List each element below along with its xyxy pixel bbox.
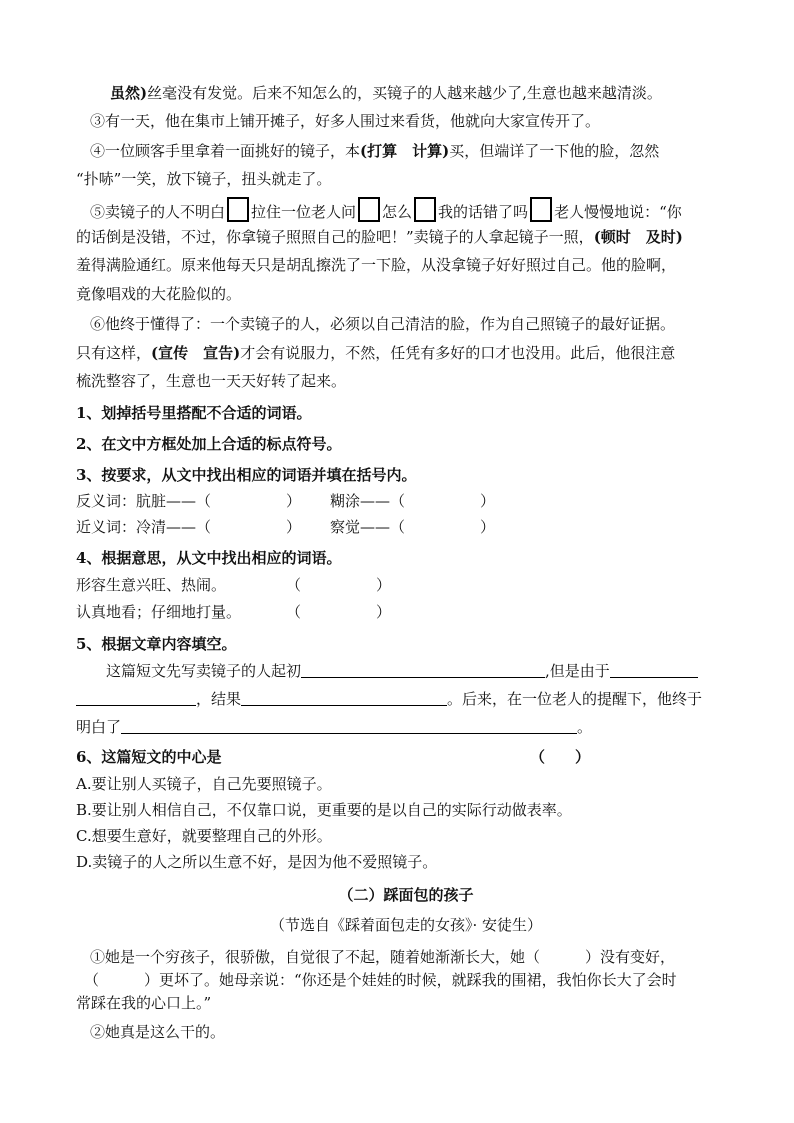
q4-answer-1[interactable]: （ ） (286, 576, 392, 594)
passage-text: 买，但端详了一下他的脸，忽然 (449, 142, 660, 160)
q6-text: 6、这篇短文的中心是 (76, 748, 222, 766)
q5-blank-3[interactable] (241, 689, 447, 706)
q5-blank-2[interactable] (610, 661, 698, 678)
question-1: 1、划掉括号里搭配不合适的词语。 (76, 404, 312, 422)
word-choice-2[interactable]: (顿时 及时) (593, 228, 683, 246)
q3-synonym-2[interactable]: 察觉——（ ） (330, 518, 496, 536)
q3-antonym-1[interactable]: 反义词：肮脏——（ ） (76, 492, 302, 510)
question-4: 4、根据意思，从文中找出相应的词语。 (76, 549, 342, 567)
passage-text: 拉住一位老人问 (251, 203, 357, 221)
q4-row-1 (76, 574, 736, 596)
q3-synonym-row (76, 516, 736, 538)
passage-text: ⑤卖镜子的人不明白 (90, 203, 226, 221)
passage-2-title: （二）踩面包的孩子 (338, 886, 474, 904)
passage-text: ④一位顾客手里拿着一面挑好的镜子，本 (90, 142, 361, 160)
passage-text: 才会有说服力，不然，任凭有多好的口才也没用。此后，他很注意 (240, 344, 676, 362)
q3-antonym-row (76, 490, 736, 512)
q5-text: 明白了 (76, 718, 122, 736)
q3-antonym-2[interactable]: 糊涂——（ ） (330, 492, 496, 510)
q5-blank-4[interactable] (121, 717, 577, 734)
punctuation-box-4[interactable] (530, 197, 552, 222)
passage-line (110, 82, 770, 104)
q4-answer-2[interactable]: （ ） (286, 603, 392, 621)
paragraph-4-cont: “扑哧”一笑，放下镜子，扭头就走了。 (76, 170, 332, 188)
q5-text: ，结果 (196, 690, 242, 708)
paragraph-6: ⑥他终于懂得了：一个卖镜子的人，必须以自己清洁的脸，作为自己照镜子的最好证据。 (90, 315, 676, 333)
q5-text: ,但是由于 (545, 662, 610, 680)
question-5: 5、根据文章内容填空。 (76, 635, 237, 653)
paragraph-4 (90, 140, 750, 162)
passage-2-paragraph-2: ②她真是这么干的。 (90, 1023, 226, 1041)
paragraph-5 (90, 197, 750, 223)
q6-answer-paren[interactable]: （ ） (530, 748, 591, 766)
punctuation-box-2[interactable] (358, 197, 380, 222)
question-3: 3、按要求，从文中找出相应的词语并填在括号内。 (76, 466, 417, 484)
punctuation-box-1[interactable] (227, 197, 249, 222)
bold-word: 虽然) (110, 84, 148, 102)
passage-text: 的话倒是没错，不过，你拿镜子照照自己的脸吧！”卖镜子的人拿起镜子一照， (76, 228, 594, 246)
paragraph-5-cont: 羞得满脸通红。原来他每天只是胡乱擦洗了一下脸，从没拿镜子好好照过自己。他的脸啊， (76, 256, 677, 274)
paragraph-5-cont: 竟像唱戏的大花脸似的。 (76, 285, 242, 303)
q5-line-2 (76, 688, 736, 710)
q5-text: 这篇短文先写卖镜子的人起初 (106, 662, 302, 680)
q5-text: 。后来，在一位老人的提醒下，他终于 (447, 690, 703, 708)
q5-blank-1[interactable] (301, 661, 545, 678)
q5-line-1 (106, 660, 766, 682)
q5-line-3 (76, 716, 736, 738)
q6-option-b[interactable]: B.要让别人相信自己，不仅靠口说，更重要的是以自己的实际行动做表率。 (76, 801, 572, 819)
q3-synonym-1[interactable]: 近义词：冷清——（ ） (76, 518, 302, 536)
question-6 (76, 746, 736, 768)
paragraph-6-cont (76, 342, 736, 364)
q4-definition-1: 形容生意兴旺、热闹。 (76, 576, 227, 594)
passage-text: 老人慢慢地说：“你 (554, 203, 682, 221)
paragraph-6-cont: 梳洗整容了，生意也一天天好转了起来。 (76, 372, 347, 390)
passage-text: 我的话错了吗 (438, 203, 529, 221)
q6-option-a[interactable]: A.要让别人买镜子，自己先要照镜子。 (76, 775, 332, 793)
passage-text: 只有这样， (76, 344, 152, 362)
word-choice-1[interactable]: (打算 计算) (360, 142, 450, 160)
paragraph-5-cont (76, 226, 736, 248)
passage-2-paragraph-1: ①她是一个穷孩子，很骄傲，自觉很了不起，随着她渐渐长大，她（ ）没有变好， (90, 948, 676, 966)
q4-definition-2: 认真地看；仔细地打量。 (76, 603, 242, 621)
q5-text: 。 (577, 718, 593, 736)
passage-text: 怎么 (382, 203, 413, 221)
q6-option-c[interactable]: C.想要生意好，就要整理自己的外形。 (76, 827, 332, 845)
punctuation-box-3[interactable] (414, 197, 436, 222)
q4-row-2 (76, 601, 736, 623)
passage-text: 丝毫没有发觉。后来不知怎么的，买镜子的人越来越少了,生意也越来越清淡。 (147, 84, 662, 102)
passage-2-paragraph-1-cont: 常踩在我的心口上。” (76, 994, 212, 1012)
q6-option-d[interactable]: D.卖镜子的人之所以生意不好，是因为他不爱照镜子。 (76, 853, 438, 871)
passage-2-source: （节选自《踩着面包走的女孩》· 安徒生） (269, 916, 543, 934)
question-2: 2、在文中方框处加上合适的标点符号。 (76, 435, 342, 453)
word-choice-3[interactable]: (宣传 宣告) (151, 344, 241, 362)
paragraph-3: ③有一天，他在集市上铺开摊子，好多人围过来看货，他就向大家宣传开了。 (90, 112, 601, 130)
passage-2-paragraph-1-cont: （ ）更坏了。她母亲说：“你还是个娃娃的时候，就踩我的围裙，我怕你长大了会时 (84, 971, 677, 989)
q5-blank-2-cont[interactable] (76, 689, 196, 706)
